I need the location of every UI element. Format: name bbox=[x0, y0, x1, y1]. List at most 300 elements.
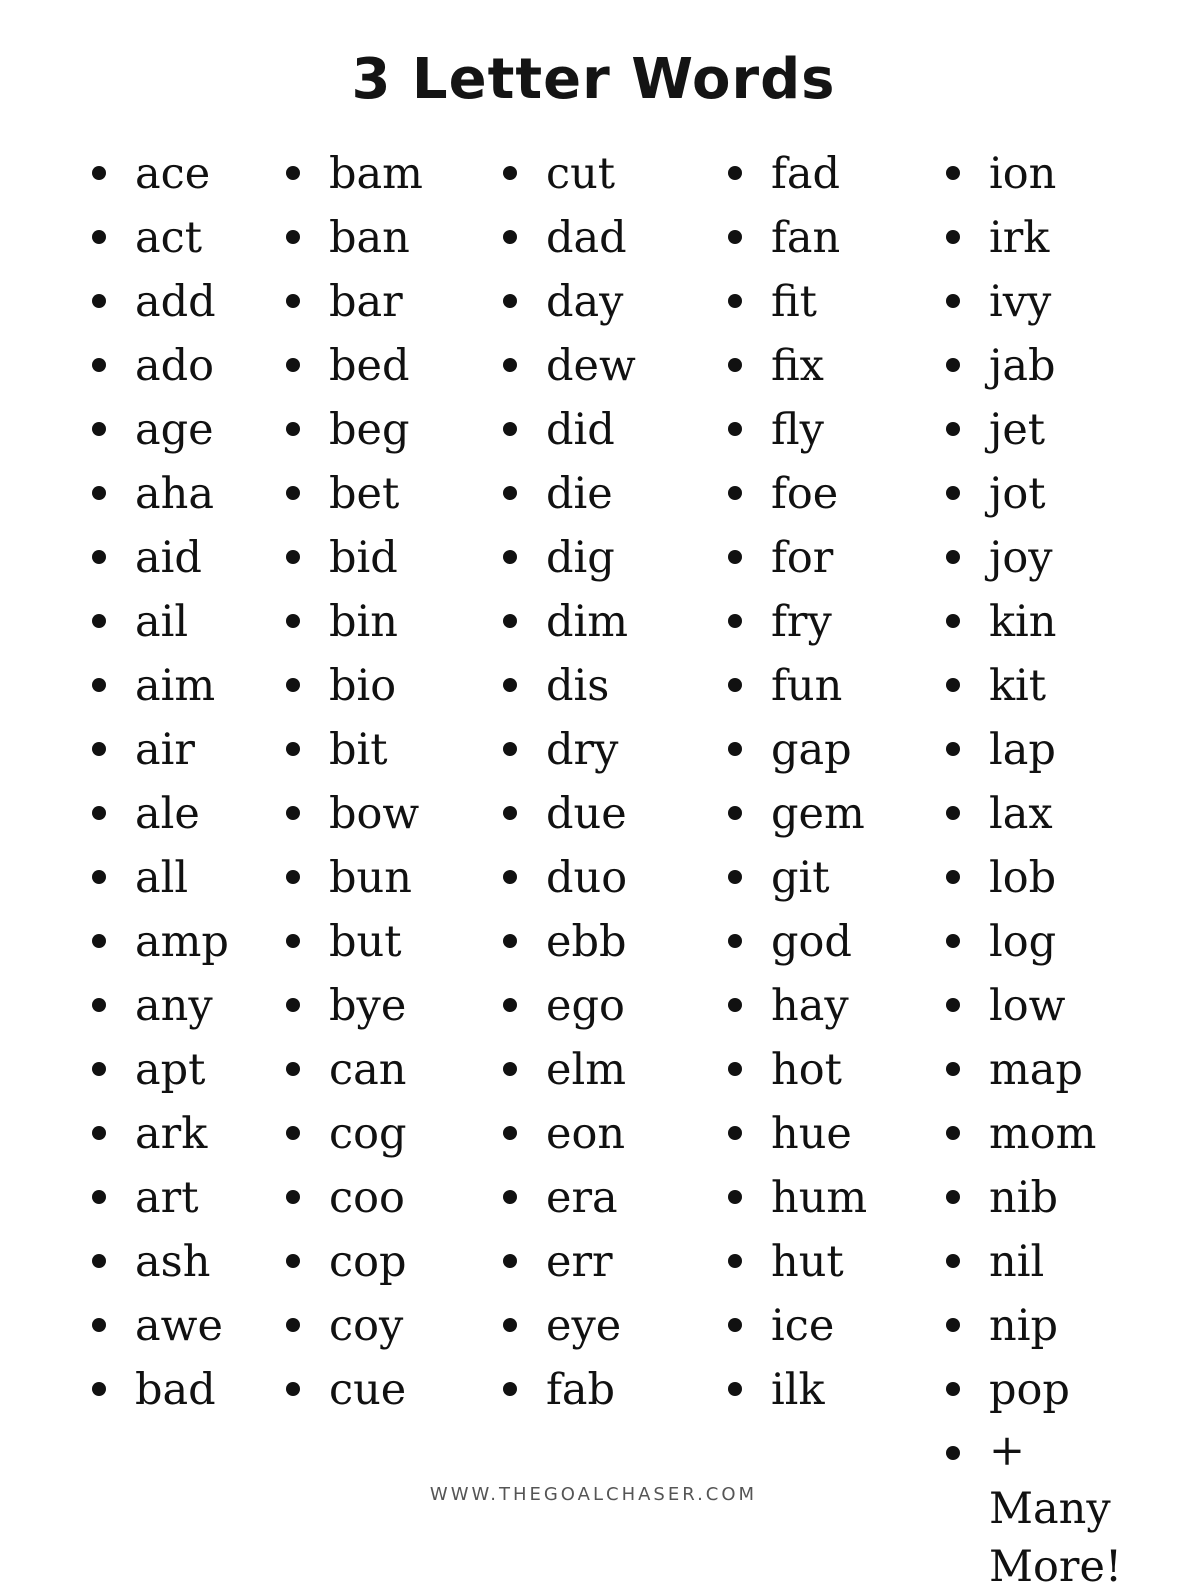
bullet-icon bbox=[286, 998, 300, 1012]
word-list-item bbox=[728, 334, 867, 398]
word-list-item bbox=[286, 1230, 423, 1294]
bullet-icon bbox=[946, 1190, 960, 1204]
bullet-icon bbox=[728, 1062, 742, 1076]
word-text: hay bbox=[771, 981, 849, 1031]
word-text: pop bbox=[989, 1365, 1070, 1415]
bullet-icon bbox=[286, 230, 300, 244]
bullet-icon bbox=[92, 422, 106, 436]
word-list-item bbox=[92, 718, 229, 782]
bullet-icon bbox=[286, 934, 300, 948]
word-list-item bbox=[728, 846, 867, 910]
word-list-item bbox=[946, 654, 1149, 718]
word-list-item bbox=[503, 1166, 636, 1230]
word-text: kin bbox=[989, 597, 1057, 647]
word-text: gap bbox=[771, 725, 852, 775]
bullet-icon bbox=[92, 550, 106, 564]
word-text: map bbox=[989, 1045, 1083, 1095]
bullet-icon bbox=[728, 806, 742, 820]
word-list-item bbox=[946, 1358, 1149, 1422]
many-more-item bbox=[946, 1422, 1149, 1596]
word-list-item bbox=[286, 1358, 423, 1422]
bullet-icon bbox=[728, 422, 742, 436]
bullet-icon bbox=[728, 1382, 742, 1396]
word-text: but bbox=[329, 917, 402, 967]
word-text: bid bbox=[329, 533, 398, 583]
word-column-2 bbox=[286, 142, 423, 1422]
word-list-item bbox=[503, 654, 636, 718]
word-list-item bbox=[92, 1230, 229, 1294]
bullet-icon bbox=[728, 998, 742, 1012]
bullet-icon bbox=[503, 742, 517, 756]
bullet-icon bbox=[728, 550, 742, 564]
word-list-item bbox=[286, 782, 423, 846]
bullet-icon bbox=[946, 614, 960, 628]
word-list-item bbox=[503, 270, 636, 334]
bullet-icon bbox=[92, 1062, 106, 1076]
word-text: due bbox=[546, 789, 627, 839]
word-list-item bbox=[728, 718, 867, 782]
word-text: coy bbox=[329, 1301, 404, 1351]
bullet-icon bbox=[728, 1126, 742, 1140]
word-list-item bbox=[946, 270, 1149, 334]
bullet-icon bbox=[728, 230, 742, 244]
word-list-item bbox=[286, 142, 423, 206]
bullet-icon bbox=[286, 1126, 300, 1140]
bullet-icon bbox=[503, 1190, 517, 1204]
word-list-item bbox=[503, 974, 636, 1038]
word-text: hum bbox=[771, 1173, 868, 1223]
word-text: err bbox=[546, 1237, 613, 1287]
word-list-item bbox=[728, 1166, 867, 1230]
bullet-icon bbox=[946, 230, 960, 244]
word-text: era bbox=[546, 1173, 618, 1223]
bullet-icon bbox=[946, 1254, 960, 1268]
bullet-icon bbox=[92, 358, 106, 372]
word-text: ace bbox=[135, 149, 211, 199]
word-list-item bbox=[92, 846, 229, 910]
word-list-item bbox=[92, 590, 229, 654]
bullet-icon bbox=[946, 358, 960, 372]
word-list-item bbox=[728, 462, 867, 526]
bullet-icon bbox=[503, 1254, 517, 1268]
word-text: for bbox=[771, 533, 834, 583]
word-text: fad bbox=[771, 149, 841, 199]
bullet-icon bbox=[92, 1254, 106, 1268]
word-list-item bbox=[728, 590, 867, 654]
word-list-item bbox=[946, 526, 1149, 590]
bullet-icon bbox=[92, 230, 106, 244]
word-text: cut bbox=[546, 149, 616, 199]
word-text: ail bbox=[135, 597, 189, 647]
word-list-item bbox=[946, 1102, 1149, 1166]
bullet-icon bbox=[503, 1382, 517, 1396]
word-list-item bbox=[286, 1038, 423, 1102]
word-list-item bbox=[946, 1294, 1149, 1358]
bullet-icon bbox=[503, 934, 517, 948]
bullet-icon bbox=[92, 1190, 106, 1204]
word-list-item bbox=[92, 1358, 229, 1422]
bullet-icon bbox=[728, 358, 742, 372]
word-text: jab bbox=[989, 341, 1056, 391]
bullet-icon bbox=[946, 806, 960, 820]
bullet-icon bbox=[728, 294, 742, 308]
bullet-icon bbox=[728, 934, 742, 948]
bullet-icon bbox=[946, 870, 960, 884]
word-text: git bbox=[771, 853, 830, 903]
word-list-item bbox=[286, 206, 423, 270]
website-footer: WWW.THEGOALCHASER.COM bbox=[429, 1484, 758, 1505]
word-list-item bbox=[946, 142, 1149, 206]
word-text: nip bbox=[989, 1301, 1058, 1351]
word-text: log bbox=[989, 917, 1057, 967]
word-list-item bbox=[946, 590, 1149, 654]
word-list-item bbox=[286, 846, 423, 910]
word-text: any bbox=[135, 981, 213, 1031]
word-text: mom bbox=[989, 1109, 1097, 1159]
word-list-item bbox=[503, 1038, 636, 1102]
bullet-icon bbox=[286, 1254, 300, 1268]
word-list-item bbox=[946, 718, 1149, 782]
bullet-icon bbox=[92, 870, 106, 884]
bullet-icon bbox=[946, 1318, 960, 1332]
word-text: awe bbox=[135, 1301, 223, 1351]
bullet-icon bbox=[946, 1062, 960, 1076]
word-list-item bbox=[503, 1230, 636, 1294]
word-list-item bbox=[92, 910, 229, 974]
word-column-4 bbox=[728, 142, 867, 1422]
word-list-item bbox=[728, 1294, 867, 1358]
bullet-icon bbox=[503, 422, 517, 436]
bullet-icon bbox=[503, 1062, 517, 1076]
word-text: eye bbox=[546, 1301, 622, 1351]
word-text: bit bbox=[329, 725, 388, 775]
bullet-icon bbox=[728, 678, 742, 692]
word-list-item bbox=[946, 846, 1149, 910]
word-list-item bbox=[286, 526, 423, 590]
bullet-icon bbox=[286, 1318, 300, 1332]
word-text: can bbox=[329, 1045, 407, 1095]
bullet-icon bbox=[286, 1190, 300, 1204]
word-list-item bbox=[946, 1230, 1149, 1294]
bullet-icon bbox=[286, 166, 300, 180]
word-list-item bbox=[503, 846, 636, 910]
word-text: gem bbox=[771, 789, 865, 839]
bullet-icon bbox=[728, 486, 742, 500]
word-list-item bbox=[92, 1166, 229, 1230]
word-text: fit bbox=[771, 277, 817, 327]
bullet-icon bbox=[92, 806, 106, 820]
word-list-item bbox=[286, 334, 423, 398]
word-text: coo bbox=[329, 1173, 405, 1223]
word-text: ark bbox=[135, 1109, 208, 1159]
word-text: irk bbox=[989, 213, 1050, 263]
word-list-item bbox=[728, 1230, 867, 1294]
bullet-icon bbox=[946, 486, 960, 500]
word-text: ash bbox=[135, 1237, 211, 1287]
bullet-icon bbox=[92, 1382, 106, 1396]
bullet-icon bbox=[946, 1126, 960, 1140]
bullet-icon bbox=[503, 1318, 517, 1332]
word-text: ale bbox=[135, 789, 200, 839]
word-text: ion bbox=[989, 149, 1057, 199]
bullet-icon bbox=[503, 614, 517, 628]
word-text: apt bbox=[135, 1045, 206, 1095]
bullet-icon bbox=[92, 294, 106, 308]
bullet-icon bbox=[286, 422, 300, 436]
word-text: lax bbox=[989, 789, 1053, 839]
word-list-item bbox=[286, 462, 423, 526]
word-text: kit bbox=[989, 661, 1047, 711]
word-list-item bbox=[503, 398, 636, 462]
word-list-item bbox=[728, 1038, 867, 1102]
word-text: god bbox=[771, 917, 852, 967]
word-text: hue bbox=[771, 1109, 852, 1159]
word-text: joy bbox=[989, 533, 1053, 583]
word-text: all bbox=[135, 853, 189, 903]
bullet-icon bbox=[92, 998, 106, 1012]
bullet-icon bbox=[92, 1126, 106, 1140]
word-list-item bbox=[286, 1166, 423, 1230]
word-list-item bbox=[946, 206, 1149, 270]
word-list-item bbox=[728, 526, 867, 590]
word-list-item bbox=[946, 910, 1149, 974]
word-list-item bbox=[503, 206, 636, 270]
word-list-item bbox=[92, 142, 229, 206]
bullet-icon bbox=[728, 870, 742, 884]
word-text: lob bbox=[989, 853, 1057, 903]
word-text: bio bbox=[329, 661, 397, 711]
word-text: dry bbox=[546, 725, 619, 775]
word-list-item bbox=[92, 1038, 229, 1102]
word-list-item bbox=[286, 270, 423, 334]
bullet-icon bbox=[946, 422, 960, 436]
word-text: bam bbox=[329, 149, 423, 199]
word-list-item bbox=[92, 1102, 229, 1166]
word-list-item bbox=[286, 974, 423, 1038]
word-column-3 bbox=[503, 142, 636, 1422]
word-list-item bbox=[503, 462, 636, 526]
word-list-item bbox=[728, 910, 867, 974]
word-text: ban bbox=[329, 213, 410, 263]
bullet-icon bbox=[946, 166, 960, 180]
word-text: add bbox=[135, 277, 216, 327]
word-text: nil bbox=[989, 1237, 1045, 1287]
bullet-icon bbox=[92, 1318, 106, 1332]
bullet-icon bbox=[286, 358, 300, 372]
word-list-item bbox=[946, 1166, 1149, 1230]
word-text: nib bbox=[989, 1173, 1058, 1223]
page-title: 3 Letter Words bbox=[351, 47, 836, 112]
word-list-item bbox=[92, 206, 229, 270]
word-list-item bbox=[92, 1294, 229, 1358]
word-text: dew bbox=[546, 341, 636, 391]
word-text: foe bbox=[771, 469, 839, 519]
word-list-item bbox=[92, 398, 229, 462]
bullet-icon bbox=[503, 294, 517, 308]
word-text: dim bbox=[546, 597, 629, 647]
word-text: eon bbox=[546, 1109, 626, 1159]
bullet-icon bbox=[728, 1190, 742, 1204]
word-text: elm bbox=[546, 1045, 626, 1095]
word-text: fan bbox=[771, 213, 841, 263]
word-text: fly bbox=[771, 405, 824, 455]
word-list-item bbox=[946, 462, 1149, 526]
word-text: air bbox=[135, 725, 195, 775]
bullet-icon bbox=[728, 614, 742, 628]
bullet-icon bbox=[286, 678, 300, 692]
word-list-item bbox=[286, 590, 423, 654]
word-list-item bbox=[728, 206, 867, 270]
word-list-item bbox=[728, 1358, 867, 1422]
word-text: amp bbox=[135, 917, 229, 967]
word-list-item bbox=[503, 1358, 636, 1422]
word-text: ado bbox=[135, 341, 215, 391]
word-column-5 bbox=[946, 142, 1149, 1596]
word-text: jot bbox=[989, 469, 1046, 519]
bullet-icon bbox=[946, 742, 960, 756]
bullet-icon bbox=[92, 166, 106, 180]
word-text: day bbox=[546, 277, 624, 327]
word-text: hut bbox=[771, 1237, 844, 1287]
word-list-item bbox=[286, 1102, 423, 1166]
bullet-icon bbox=[286, 1062, 300, 1076]
word-text: age bbox=[135, 405, 214, 455]
word-text: bar bbox=[329, 277, 403, 327]
word-list-item bbox=[728, 398, 867, 462]
bullet-icon bbox=[946, 294, 960, 308]
word-list-item bbox=[286, 718, 423, 782]
many-more-text: + Many More! bbox=[989, 1426, 1123, 1592]
bullet-icon bbox=[728, 1318, 742, 1332]
bullet-icon bbox=[946, 1446, 960, 1460]
word-text: did bbox=[546, 405, 615, 455]
word-column-1 bbox=[92, 142, 229, 1422]
bullet-icon bbox=[92, 614, 106, 628]
word-list-item bbox=[503, 142, 636, 206]
word-list-item bbox=[503, 334, 636, 398]
word-text: art bbox=[135, 1173, 199, 1223]
word-list-item bbox=[92, 526, 229, 590]
word-text: bow bbox=[329, 789, 420, 839]
word-text: dad bbox=[546, 213, 627, 263]
word-text: cue bbox=[329, 1365, 407, 1415]
word-text: fix bbox=[771, 341, 824, 391]
word-text: low bbox=[989, 981, 1066, 1031]
word-text: ilk bbox=[771, 1365, 825, 1415]
word-text: bed bbox=[329, 341, 410, 391]
bullet-icon bbox=[286, 294, 300, 308]
word-text: aid bbox=[135, 533, 202, 583]
word-list-item bbox=[286, 910, 423, 974]
word-text: lap bbox=[989, 725, 1056, 775]
word-text: ivy bbox=[989, 277, 1052, 327]
bullet-icon bbox=[728, 166, 742, 180]
bullet-icon bbox=[503, 998, 517, 1012]
bullet-icon bbox=[503, 806, 517, 820]
word-list-item bbox=[503, 526, 636, 590]
bullet-icon bbox=[946, 934, 960, 948]
word-text: bet bbox=[329, 469, 400, 519]
bullet-icon bbox=[286, 614, 300, 628]
word-list-item bbox=[92, 334, 229, 398]
word-text: act bbox=[135, 213, 202, 263]
word-list-item bbox=[728, 1102, 867, 1166]
word-list-item bbox=[728, 142, 867, 206]
bullet-icon bbox=[503, 486, 517, 500]
bullet-icon bbox=[503, 870, 517, 884]
word-list-item bbox=[946, 974, 1149, 1038]
bullet-icon bbox=[286, 1382, 300, 1396]
word-text: aim bbox=[135, 661, 216, 711]
word-list-item bbox=[92, 654, 229, 718]
word-text: aha bbox=[135, 469, 214, 519]
word-text: bad bbox=[135, 1365, 216, 1415]
word-text: beg bbox=[329, 405, 410, 455]
bullet-icon bbox=[946, 1382, 960, 1396]
word-text: cop bbox=[329, 1237, 407, 1287]
word-list-item bbox=[286, 398, 423, 462]
word-text: bye bbox=[329, 981, 407, 1031]
bullet-icon bbox=[946, 998, 960, 1012]
word-list-item bbox=[946, 334, 1149, 398]
word-list-item bbox=[503, 1294, 636, 1358]
bullet-icon bbox=[92, 486, 106, 500]
word-text: ego bbox=[546, 981, 625, 1031]
word-list-item bbox=[503, 910, 636, 974]
bullet-icon bbox=[503, 166, 517, 180]
bullet-icon bbox=[503, 550, 517, 564]
word-text: fry bbox=[771, 597, 832, 647]
bullet-icon bbox=[92, 742, 106, 756]
word-text: dis bbox=[546, 661, 610, 711]
bullet-icon bbox=[286, 550, 300, 564]
word-text: duo bbox=[546, 853, 628, 903]
bullet-icon bbox=[286, 870, 300, 884]
word-list-item bbox=[503, 782, 636, 846]
bullet-icon bbox=[503, 1126, 517, 1140]
word-text: fab bbox=[546, 1365, 616, 1415]
bullet-icon bbox=[728, 1254, 742, 1268]
bullet-icon bbox=[286, 486, 300, 500]
bullet-icon bbox=[92, 678, 106, 692]
word-text: hot bbox=[771, 1045, 842, 1095]
word-text: fun bbox=[771, 661, 843, 711]
word-list-item bbox=[92, 462, 229, 526]
bullet-icon bbox=[728, 742, 742, 756]
word-text: bin bbox=[329, 597, 398, 647]
word-text: jet bbox=[989, 405, 1046, 455]
bullet-icon bbox=[286, 742, 300, 756]
word-list-item bbox=[946, 398, 1149, 462]
bullet-icon bbox=[503, 358, 517, 372]
word-list-item bbox=[946, 1038, 1149, 1102]
word-list-item bbox=[92, 782, 229, 846]
bullet-icon bbox=[946, 550, 960, 564]
word-list-item bbox=[728, 654, 867, 718]
word-text: dig bbox=[546, 533, 615, 583]
bullet-icon bbox=[503, 678, 517, 692]
word-list-item bbox=[503, 590, 636, 654]
word-list-item bbox=[946, 782, 1149, 846]
word-list-item bbox=[728, 270, 867, 334]
word-list-item bbox=[728, 782, 867, 846]
word-list-item bbox=[503, 718, 636, 782]
bullet-icon bbox=[92, 934, 106, 948]
bullet-icon bbox=[946, 678, 960, 692]
word-text: ice bbox=[771, 1301, 835, 1351]
word-list-item bbox=[503, 1102, 636, 1166]
word-list-item bbox=[286, 1294, 423, 1358]
